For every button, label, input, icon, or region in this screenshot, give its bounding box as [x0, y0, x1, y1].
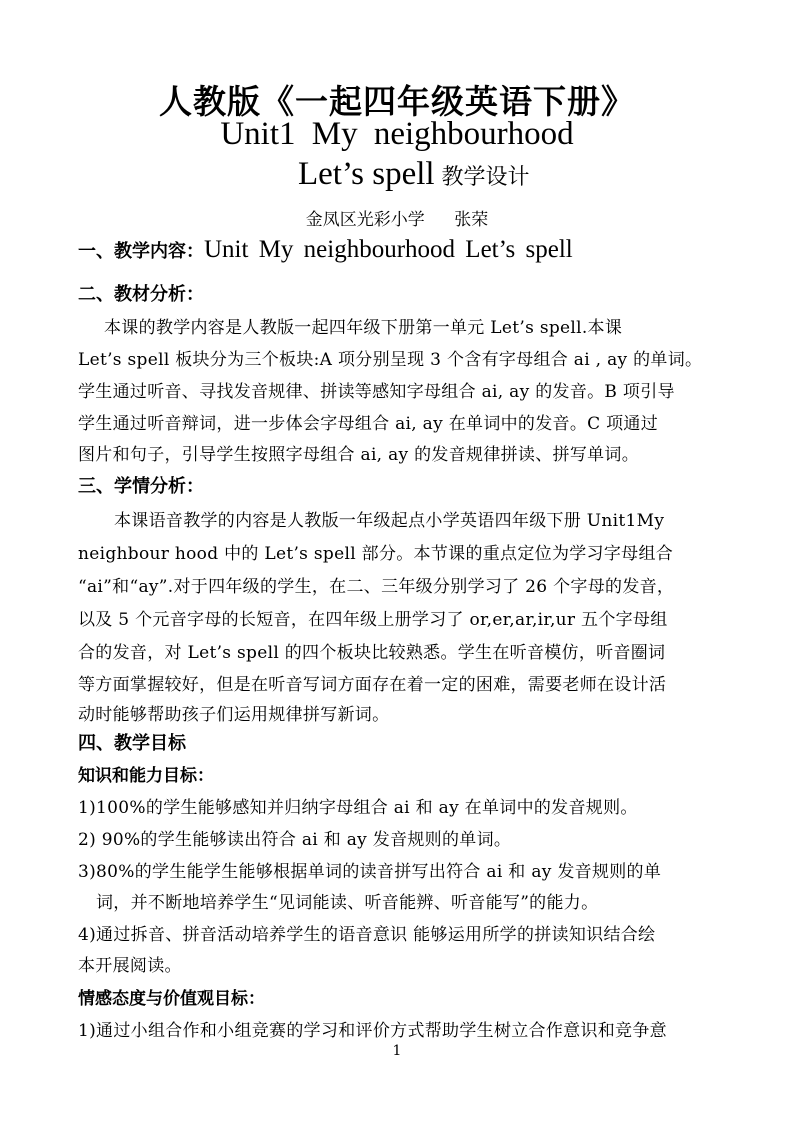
section2-heading: 二、教材分析： [78, 284, 204, 305]
goal-item: 4)通过拆音、拼音活动培养学生的语音意识 能够运用所学的拼读知识结合绘 [78, 925, 656, 945]
goal-item: 1)100%的学生能够感知并归纳字母组合 ai 和 ay 在单词中的发音规则。 [78, 798, 638, 818]
document-subtitle-unit: Unit1 My neighbourhood [220, 116, 574, 152]
lesson-name: Let’s spell [298, 156, 435, 192]
knowledge-goals-heading: 知识和能力目标： [78, 766, 214, 786]
section3-line: 本课语音教学的内容是人教版一年级起点小学英语四年级下册 Unit1My [114, 511, 665, 531]
document-title: 人教版《一起四年级英语下册》 [159, 82, 635, 121]
section3-line: 以及 5 个元音字母的长短音，在四年级上册学习了 or,er,ar,ir,ur 五个字母组 [78, 610, 668, 630]
section1-heading [78, 236, 573, 264]
section2-line: 学生通过听音、寻找发音规律、拼读等感知字母组合 ai, ay 的发音。B 项引导 [78, 382, 675, 402]
section3-line: “ai”和“ay”.对于四年级的学生，在二、三年级分别学习了 26 个字母的发音， [78, 577, 675, 597]
section2-line: 学生通过听音辩词，进一步体会字母组合 ai, ay 在单词中的发音。C 项通过 [78, 414, 659, 434]
section2-line: 本课的教学内容是人教版一起四年级下册第一单元 Let’s spell.本课 [104, 318, 623, 338]
section3-line: neighbour hood 中的 Let’s spell 部分。本节课的重点定位为学习字母组合 [78, 544, 674, 564]
section3-heading: 三、学情分析： [78, 476, 204, 497]
section2-line: Let’s spell 板块分为三个板块:A 项分别呈现 3 个含有字母组合 ai , ay 的单词。 [78, 350, 703, 370]
document-subtitle-lesson [298, 156, 530, 193]
section1-text: Unit My neighbourhood Let’s spell [204, 236, 573, 263]
goal-item: 3)80%的学生能学生能够根据单词的读音拼写出符合 ai 和 ay 发音规则的单 [78, 862, 662, 882]
goal-item: 2) 90%的学生能够读出符合 ai 和 ay 发音规则的单词。 [78, 830, 512, 850]
section2-line: 图片和句子，引导学生按照字母组合 ai, ay 的发音规律拼读、拼写单词。 [78, 445, 640, 465]
section3-line: 合的发音，对 Let’s spell 的四个板块比较熟悉。学生在听音模仿，听音圈词 [78, 643, 666, 663]
section1-label: 一、教学内容： [78, 241, 204, 262]
page-number: 1 [392, 1043, 402, 1059]
author-line: 金凤区光彩小学 张荣 [305, 210, 489, 230]
section4-heading: 四、教学目标 [78, 733, 186, 754]
section3-line: 动时能够帮助孩子们运用规律拼写新词。 [78, 705, 390, 725]
lesson-design-label: 教学设计 [434, 165, 530, 190]
goal-item-continuation: 词，并不断地培养学生“见词能读、听音能辨、听音能写”的能力。 [96, 893, 599, 913]
section3-line: 等方面掌握较好，但是在听音写词方面存在着一定的困难，需要老师在设计活 [78, 675, 667, 695]
goal-item-continuation: 本开展阅读。 [78, 956, 182, 976]
emotional-goals-heading: 情感态度与价值观目标： [78, 989, 265, 1009]
goal-item: 1)通过小组合作和小组竞赛的学习和评价方式帮助学生树立合作意识和竞争意 [78, 1021, 667, 1041]
